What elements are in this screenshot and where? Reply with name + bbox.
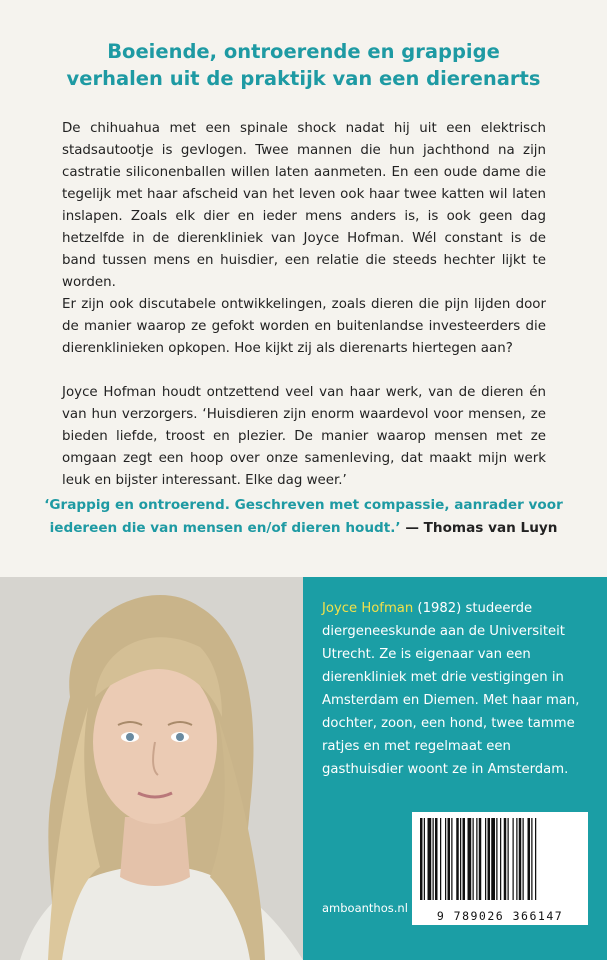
headline-line-2: verhalen uit de praktijk van een dierenarts [66, 67, 541, 90]
barcode-bar [496, 818, 497, 900]
blurb-paragraph-1: De chihuahua met een spinale shock nadat hij uit een elektrisch stadsautootje is gevlogen. Twee mannen die hun jachthond na zijn castratie siliconenballen willen laten aanmeten. En een oude dame die tegelijk met haar afscheid van het leven ook haar twee katten wil laten inslapen. Zoals elk dier en ieder mens anders is, is ook geen dag hetzelfde in de dierenkliniek van Joyce Hofman. Wél constant is de band tussen mens en huisdier, een relatie die steeds hechter lijkt te worden. [62, 121, 546, 290]
barcode-bar [445, 818, 446, 900]
author-panel [0, 577, 607, 960]
barcode-bar [435, 818, 438, 900]
barcode-bar [448, 818, 451, 900]
author-bio [322, 597, 590, 781]
barcode-bar [428, 818, 432, 900]
author-name: Joyce Hofman [322, 601, 414, 616]
barcode-icon [412, 812, 588, 906]
barcode-bar [479, 818, 482, 900]
barcode-bar [504, 818, 507, 900]
barcode-bar [476, 818, 477, 900]
isbn-number: 9 789026 366147 [436, 909, 564, 923]
barcode-bar [500, 818, 501, 900]
headline-line-1: Boeiende, ontroerende en grappige [107, 40, 500, 63]
barcode-bar [523, 818, 524, 900]
barcode-bar [424, 818, 425, 900]
barcode-bar [508, 818, 509, 900]
barcode-bar [519, 818, 522, 900]
barcode-bar [460, 818, 461, 900]
author-portrait-illustration [0, 577, 303, 960]
barcode-bar [485, 818, 486, 900]
publisher-website[interactable]: amboanthos.nl [322, 901, 408, 915]
barcode-bar [528, 818, 531, 900]
review-quote [40, 494, 567, 540]
barcode-bar [491, 818, 495, 900]
barcode-bar [513, 818, 514, 900]
barcode-bar [456, 818, 459, 900]
blurb [62, 118, 546, 492]
quote-text: ‘Grappig en ontroerend. Geschreven met compassie, aanrader voor iedereen die van mensen en/of dieren houdt.’ [44, 497, 563, 536]
barcode-bar [473, 818, 474, 900]
quote-author: — Thomas van Luyn [405, 520, 558, 536]
barcode-bar [468, 818, 472, 900]
isbn-barcode [412, 812, 588, 925]
barcode-bar [463, 818, 466, 900]
headline [20, 38, 587, 92]
barcode-bar [451, 818, 452, 900]
barcode-bar [531, 818, 532, 900]
barcode-bar [516, 818, 517, 900]
barcode-bar [535, 818, 536, 900]
barcode-bar [440, 818, 441, 900]
barcode-bar [433, 818, 434, 900]
author-bio-text: (1982) studeerde diergeneeskunde aan de Universiteit Utrecht. Ze is eigenaar van een dierenkliniek met drie vestigingen in Amsterdam en Diemen. Met haar man, dochter, zoon, een hond, twee tamme ratjes en met regelmaat een gasthuisdier woont ze in Amsterdam. [322, 601, 580, 777]
author-photo [0, 577, 303, 960]
barcode-bar [420, 818, 423, 900]
blurb-paragraph-2: Er zijn ook discutabele ontwikkelingen, zoals dieren die pijn lijden door de manier waarop ze gefokt worden en buitenlandse investeerders die dierenklinieken opkopen. Hoe kijkt zij als dierenarts hiertegen aan? [62, 297, 546, 356]
barcode-bar [488, 818, 491, 900]
blurb-paragraph-3: Joyce Hofman houdt ontzettend veel van haar werk, van de dieren én van hun verzorgers. ‘Huisdieren zijn enorm waardevol voor mensen, ze bieden liefde, troost en plezier. De manier waarop mensen met ze omgaan zegt een hoop over onze samenleving, dat maakt mijn werk leuk en bijster interessant. Elke dag weer.’ [62, 385, 546, 488]
